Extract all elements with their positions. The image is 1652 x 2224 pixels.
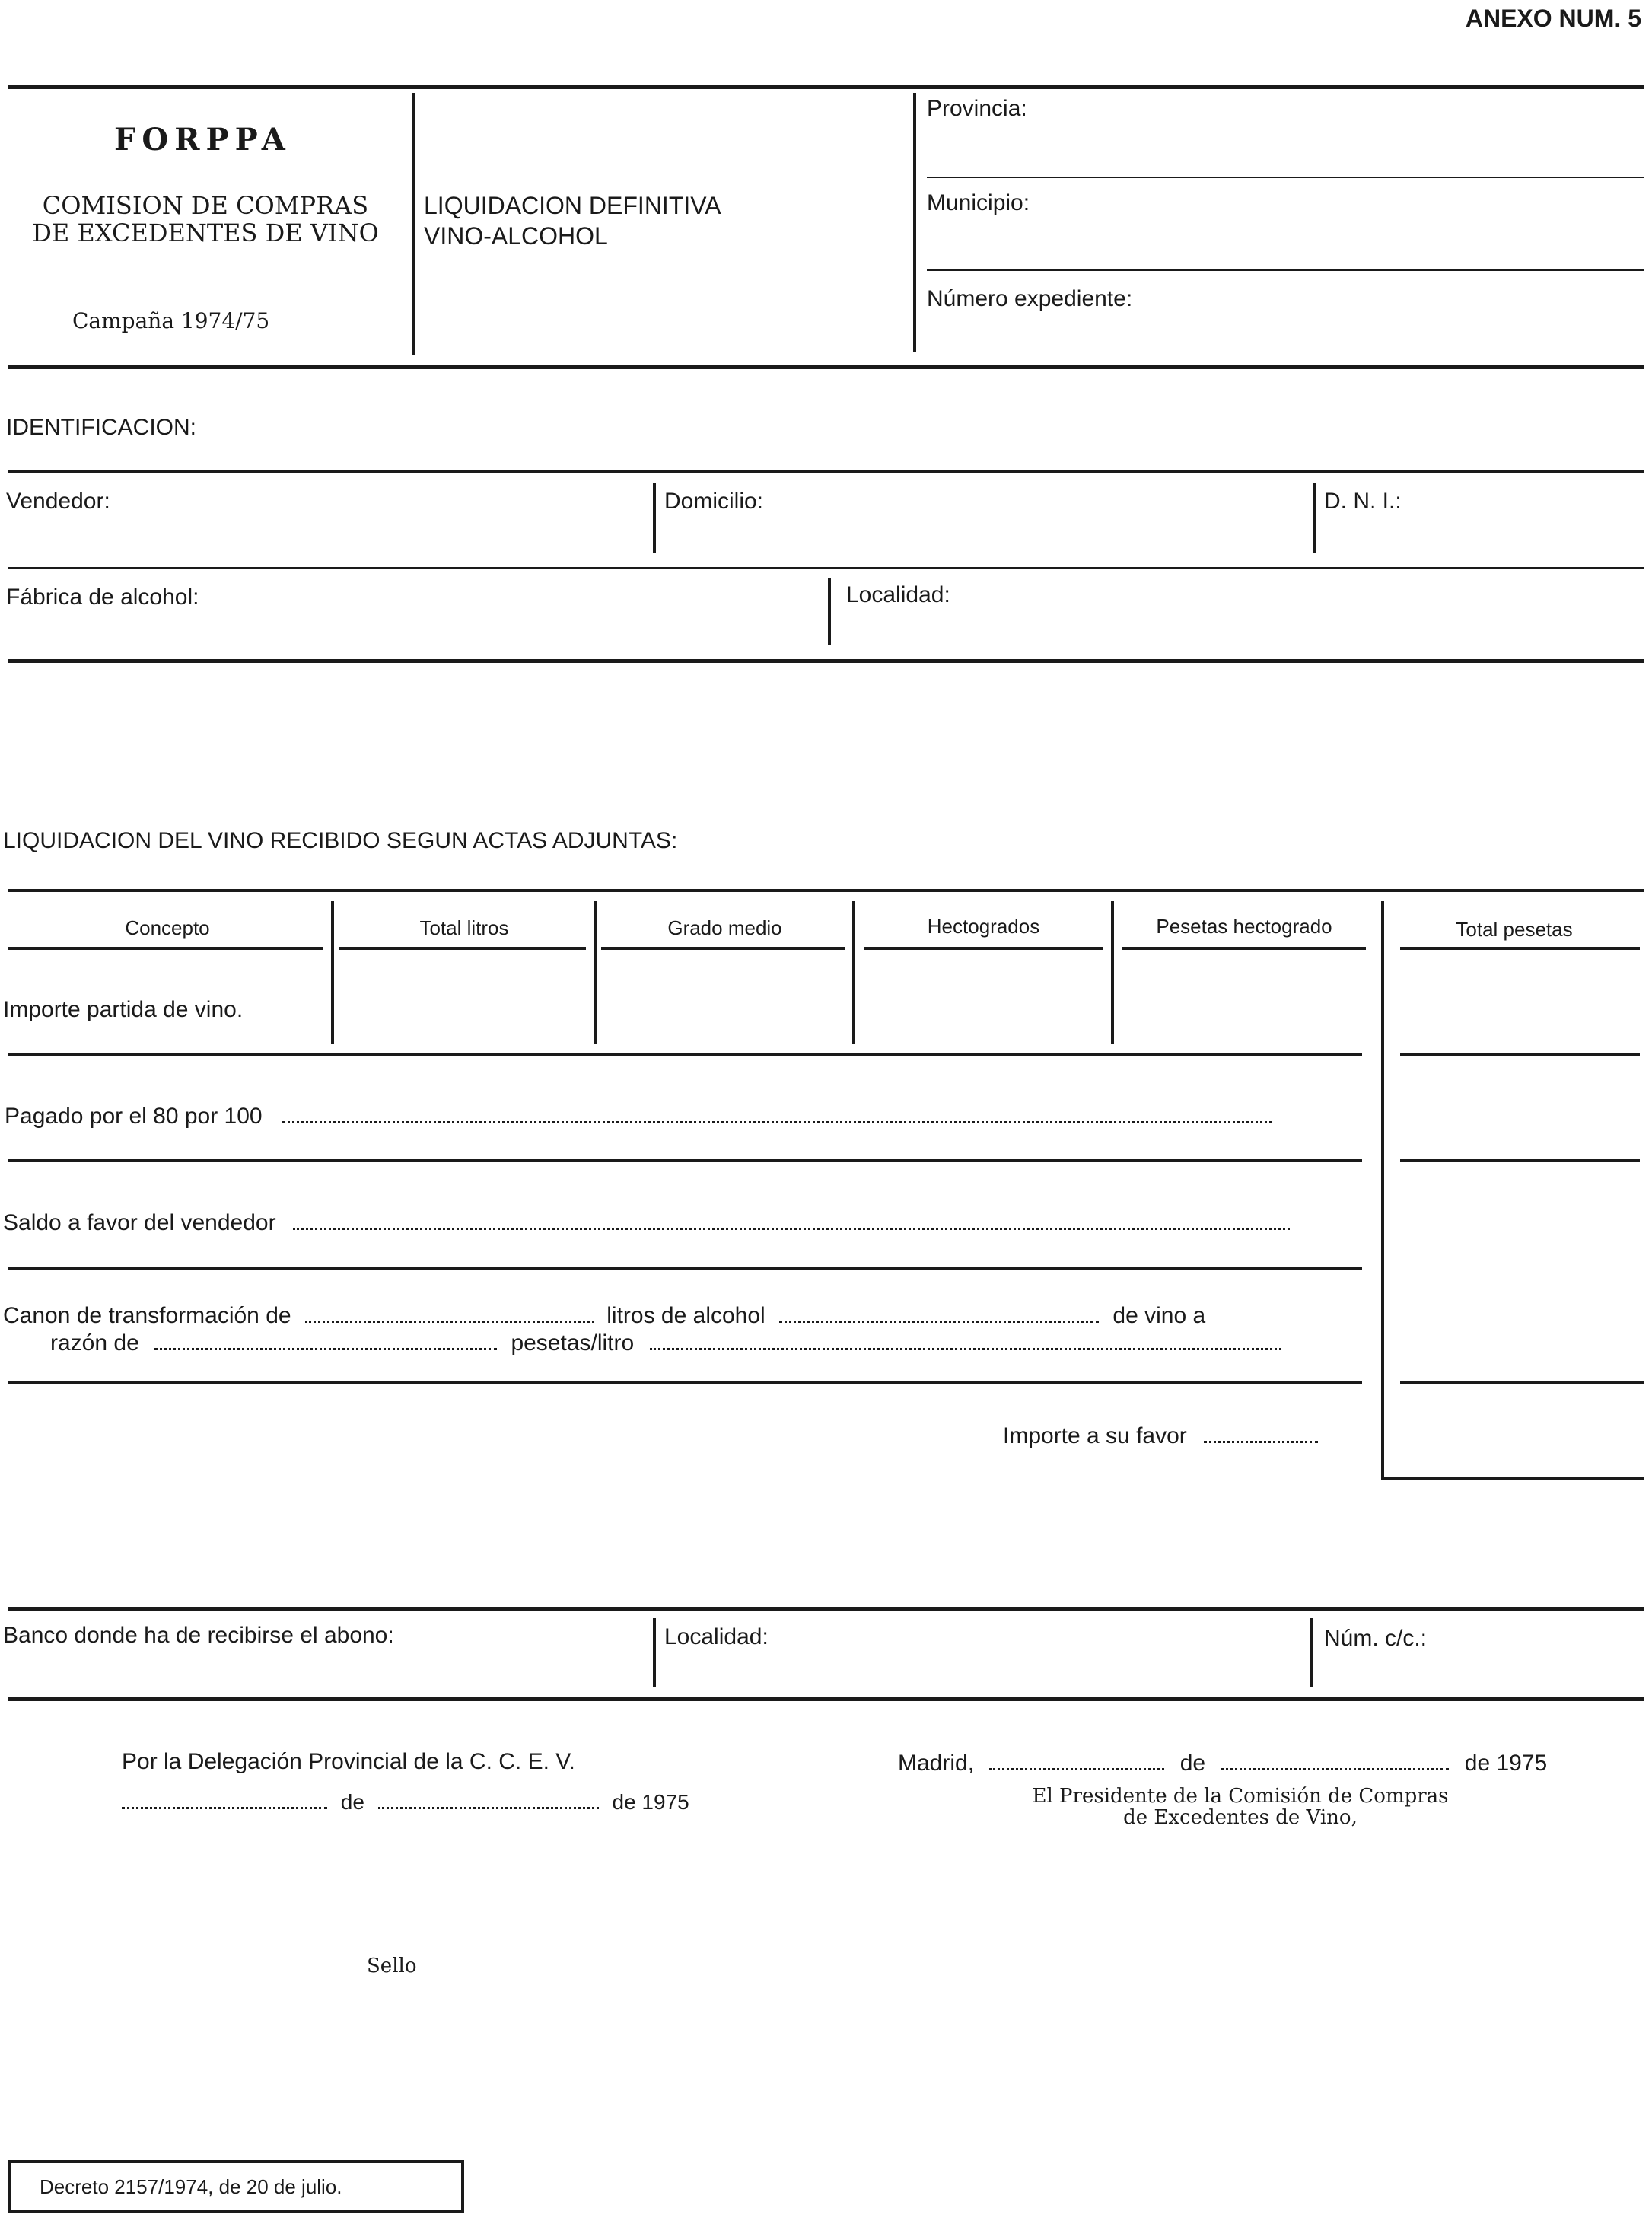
- banco-bottom-rule: [8, 1697, 1644, 1701]
- col-hectogrados: Hectogrados: [927, 915, 1040, 938]
- domicilio-label: Domicilio:: [664, 489, 764, 514]
- importe-partida-label: Importe partida de vino.: [3, 997, 244, 1022]
- delegacion-text: Por la Delegación Provincial de la C. C. E. V.: [122, 1749, 575, 1774]
- canon-dots-1: [305, 1316, 594, 1323]
- saldo-dots: [293, 1223, 1290, 1230]
- importe-favor-dots: [1204, 1436, 1318, 1443]
- document-title: LIQUIDACION DEFINITIVA VINO-ALCOHOL: [424, 192, 721, 250]
- banco-divider-2: [1310, 1618, 1313, 1687]
- pagado-dots: [282, 1117, 1272, 1123]
- col-divider-3: [852, 901, 855, 1044]
- ident-divider-1: [653, 483, 656, 553]
- delegacion-dots-2: [378, 1802, 599, 1809]
- canon-dots-4: [650, 1343, 1281, 1350]
- col-divider-4: [1111, 901, 1114, 1044]
- dni-label: D. N. I.:: [1324, 489, 1402, 514]
- delegacion-dots-1: [122, 1802, 327, 1809]
- col-underline-6: [1400, 947, 1640, 950]
- madrid-date-line: Madrid, de de 1975: [898, 1751, 1548, 1776]
- commission-name: COMISION DE COMPRAS DE EXCEDENTES DE VINO: [32, 191, 379, 247]
- col-total-litros: Total litros: [419, 916, 509, 939]
- ident-top-rule: [8, 470, 1644, 473]
- col-underline-4: [864, 947, 1103, 950]
- total-rule-3: [1400, 1381, 1644, 1384]
- ident-mid-rule: [8, 567, 1644, 569]
- madrid-dots-1: [989, 1764, 1164, 1770]
- saldo-label: Saldo a favor del vendedor: [3, 1210, 1290, 1236]
- ident-bottom-rule: [8, 659, 1644, 663]
- banco-localidad-label: Localidad:: [664, 1624, 769, 1649]
- col-concepto: Concepto: [125, 916, 210, 939]
- col-divider-1: [331, 901, 334, 1044]
- localidad-label: Localidad:: [846, 582, 950, 607]
- header-top-rule: [8, 85, 1644, 89]
- canon-line-1: Canon de transformación de litros de alcohol de vino a: [3, 1303, 1206, 1328]
- total-rule-2: [1400, 1159, 1640, 1162]
- presidente-text: El Presidente de la Comisión de Compras de Excedentes de Vino,: [1032, 1785, 1449, 1829]
- annex-number: ANEXO NUM. 5: [1465, 5, 1641, 32]
- fabrica-label: Fábrica de alcohol:: [6, 585, 199, 610]
- provincia-label: Provincia:: [927, 96, 1027, 121]
- col-pesetas-hectogrado: Pesetas hectogrado: [1156, 915, 1332, 938]
- canon-dots-2: [779, 1316, 1099, 1323]
- canon-line-2: razón de pesetas/litro: [50, 1330, 1281, 1356]
- header-bottom-rule: [8, 365, 1644, 369]
- banco-top-rule: [8, 1607, 1644, 1611]
- total-pesetas-divider: [1381, 901, 1384, 1480]
- sello-label: Sello: [367, 1955, 417, 1977]
- canon-dots-3: [154, 1343, 497, 1350]
- row-rule-1: [8, 1053, 1362, 1056]
- expediente-label: Número expediente:: [927, 286, 1133, 311]
- identificacion-title: IDENTIFICACION:: [6, 415, 197, 440]
- provincia-rule: [927, 177, 1644, 178]
- madrid-dots-2: [1221, 1764, 1449, 1770]
- liq-top-rule: [8, 889, 1644, 892]
- pagado-label: Pagado por el 80 por 100: [5, 1104, 1272, 1130]
- ident-divider-3: [828, 578, 831, 645]
- total-rule-1: [1400, 1053, 1640, 1056]
- banco-label: Banco donde ha de recibirse el abono:: [3, 1623, 394, 1648]
- cuenta-label: Núm. c/c.:: [1324, 1626, 1428, 1651]
- total-bottom-rule: [1381, 1477, 1644, 1480]
- delegacion-date-line: de de 1975: [122, 1790, 689, 1815]
- col-total-pesetas: Total pesetas: [1456, 918, 1573, 941]
- campaign: Campaña 1974/75: [72, 308, 270, 333]
- decreto-text: Decreto 2157/1974, de 20 de julio.: [40, 2175, 342, 2198]
- header-divider-2: [913, 93, 916, 352]
- row-rule-4: [8, 1381, 1362, 1384]
- col-grado-medio: Grado medio: [667, 916, 782, 939]
- header-divider-1: [412, 93, 415, 355]
- org-name: FORPPA: [114, 122, 291, 158]
- ident-divider-2: [1313, 483, 1316, 553]
- col-underline-1: [8, 947, 323, 950]
- vendedor-label: Vendedor:: [6, 489, 110, 514]
- municipio-label: Municipio:: [927, 190, 1030, 215]
- importe-favor-label: Importe a su favor: [1003, 1423, 1318, 1449]
- row-rule-3: [8, 1267, 1362, 1270]
- row-rule-2: [8, 1159, 1362, 1162]
- col-underline-5: [1122, 947, 1366, 950]
- municipio-rule: [927, 269, 1644, 271]
- col-underline-3: [601, 947, 845, 950]
- col-underline-2: [339, 947, 586, 950]
- col-divider-2: [594, 901, 597, 1044]
- liquidacion-title: LIQUIDACION DEL VINO RECIBIDO SEGUN ACTAS ADJUNTAS:: [3, 828, 678, 853]
- banco-divider-1: [653, 1618, 656, 1687]
